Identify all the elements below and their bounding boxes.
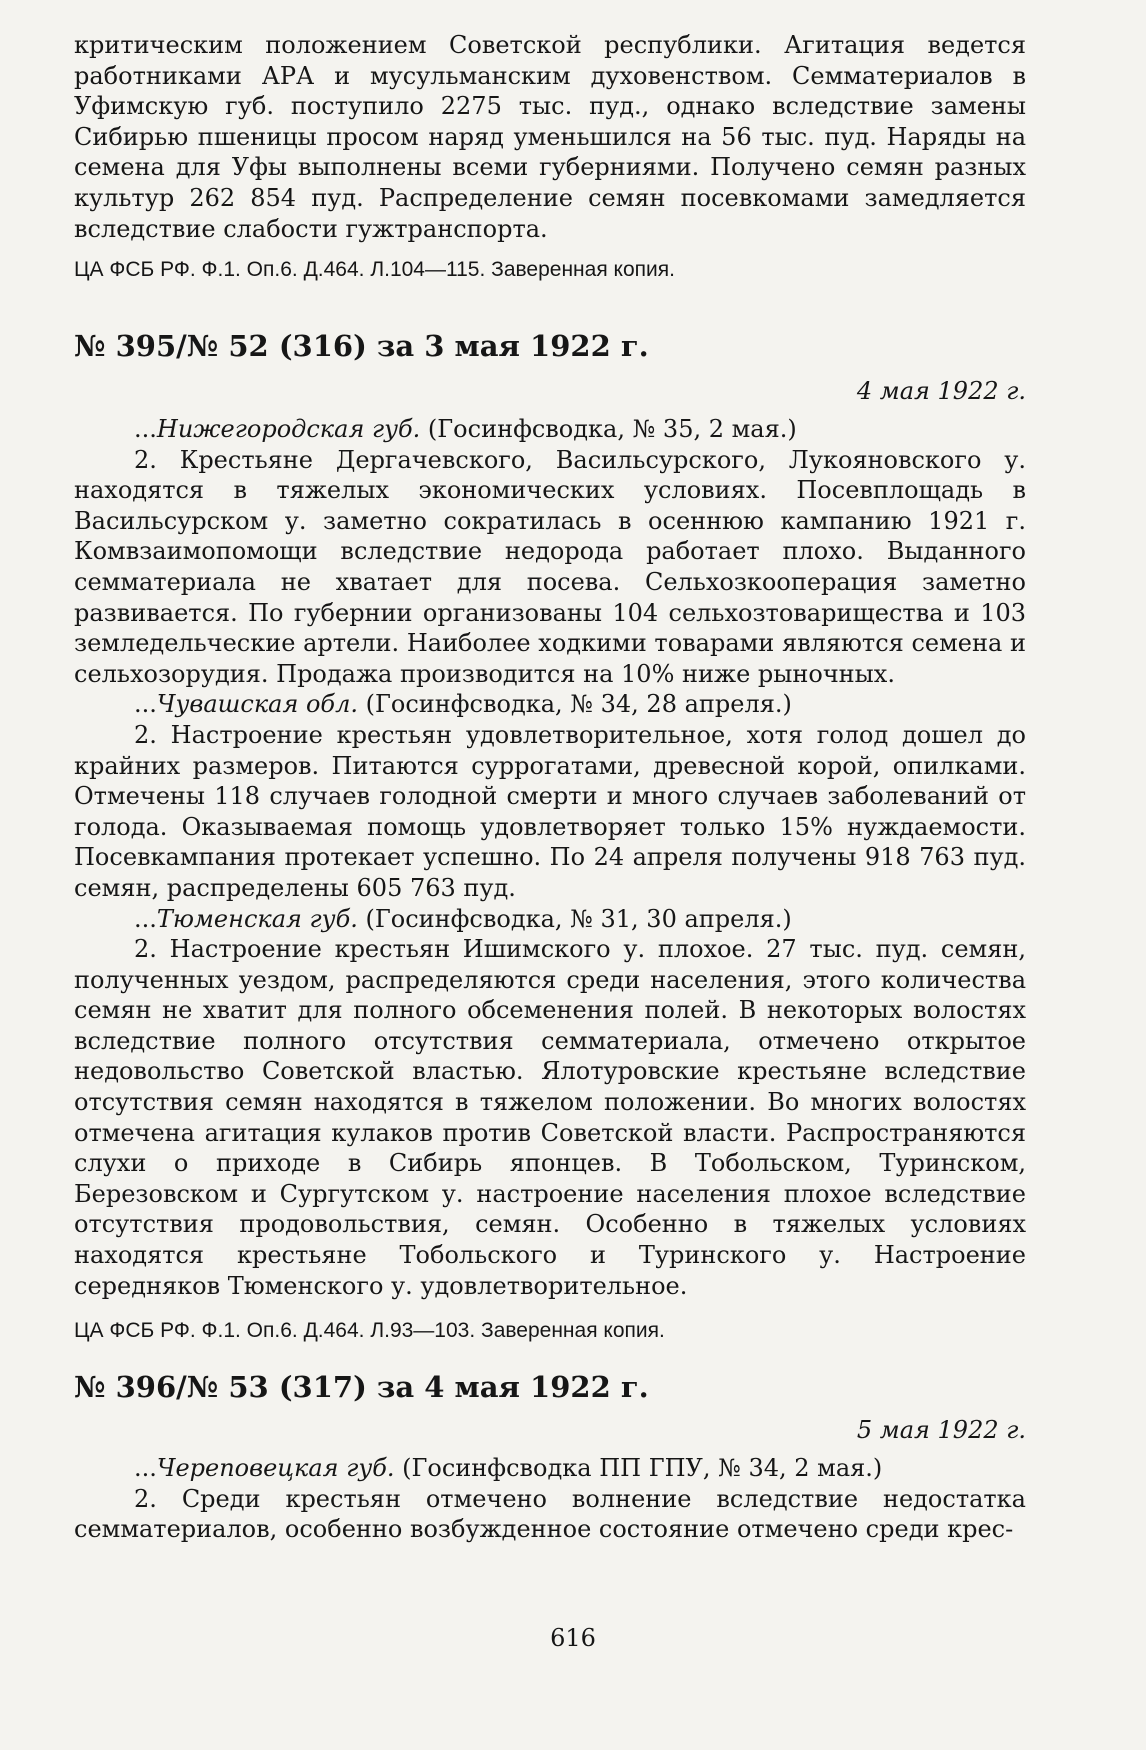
top-paragraph: критическим положением Советской республики. Агитация ведется работниками АРА и мусульманским духовенством. Семматериалов в Уфимскую губ. поступило 2275 тыс. пуд., однако вследствие замены Сибирью пшеницы просом наряд уменьшился на 56 тыс. пуд. Наряды на семена для Уфы выполнены всеми губерниями. Получено семян разных культур 262 854 пуд. Распределение семян посевкомами замедляется вследствие слабости гужтранспорта. (74, 31, 1026, 243)
doc-395-entry-2-text: 2. Настроение крестьян удовлетворительное, хотя голод дошел до крайних размеров. Питаются суррогатами, древесной корой, опилками. Отмечены 118 случаев голодной смерти и много случаев заболеваний от голода. Оказываемая помощь удовлетворяет только 15% нуждаемости. Посевкампания протекает успешно. По 24 апреля получены 918 763 пуд. семян, распределены 605 763 пуд. (74, 720, 1026, 902)
doc-395-heading: № 395/№ 52 (316) за 3 мая 1922 г. (74, 329, 649, 363)
region-name: Чувашская обл. (156, 690, 358, 719)
doc-395-entry-1-header: ...Нижегородская губ. (Госинфсводка, № 35, 2 мая.) (134, 415, 797, 443)
region-name: Нижегородская губ. (156, 415, 421, 443)
doc-396-heading: № 396/№ 53 (317) за 4 мая 1922 г. (74, 1370, 649, 1405)
document-page (74, 30, 1026, 1545)
region-name: Тюменская губ. (156, 904, 358, 933)
doc-395-date: 4 мая 1922 г. (856, 377, 1026, 405)
doc-396-entry-1-header: ...Череповецкая губ. (Госинфсводка ПП ГПУ, № 34, 2 мая.) (134, 1454, 883, 1483)
doc-396-date: 5 мая 1922 г. (856, 1416, 1026, 1445)
archive-source-2: ЦА ФСБ РФ. Ф.1. Оп.6. Д.464. Л.93—103. Заверенная копия. (74, 1319, 665, 1343)
doc-395-entry-2-header: ...Чувашская обл. (Госинфсводка, № 34, 28 апреля.) (134, 690, 792, 719)
page-number: 616 (550, 1624, 596, 1652)
doc-395-entry-3-text: 2. Настроение крестьян Ишимского у. плохое. 27 тыс. пуд. семян, полученных уездом, распределяются среди населения, этого количества семян не хватит для полного обсеменения полей. В некоторых волостях вследствие полного отсутствия семматериала, отмечено открытое недовольство Советской властью. Ялотуровские крестьяне вследствие отсутствия семян находятся в тяжелом положении. Во многих волостях отмечена агитация кулаков против Советской власти. Распространяются слухи о приходе в Сибирь японцев. В Тобольском, Туринском, Березовском и Сургутском у. настроение населения плохое вследствие отсутствия продовольствия, семян. Особенно в тяжелых условиях находятся крестьяне Тобольского и Туринского у. Настроение середняков Тюменского у. удовлетворительное. (74, 935, 1026, 1300)
archive-source-1: ЦА ФСБ РФ. Ф.1. Оп.6. Д.464. Л.104—115. Заверенная копия. (74, 258, 675, 281)
doc-395-entry-3-header: ...Тюменская губ. (Госинфсводка, № 31, 30 апреля.) (134, 904, 792, 933)
doc-395-entry-1-text: 2. Крестьяне Дергачевского, Васильсурского, Лукояновского у. находятся в тяжелых экономических условиях. Посевплощадь в Васильсурском у. заметно сократилась в осеннюю кампанию 1921 г. Комвзаимопомощи вследствие недорода работает плохо. Выданного семматериала не хватает для посева. Сельхозкооперация заметно развивается. По губернии организованы 104 сельхозтоварищества и 103 земледельческие артели. Наиболее ходкими товарами являются семена и сельхозорудия. Продажа производится на 10% ниже рыночных. (74, 445, 1026, 688)
doc-396-entry-1-text: 2. Среди крестьян отмечено волнение вследствие недостатка семматериалов, особенно возбужденное состояние отмечено среди крес- (74, 1484, 1026, 1544)
region-name: Череповецкая губ. (156, 1454, 395, 1483)
